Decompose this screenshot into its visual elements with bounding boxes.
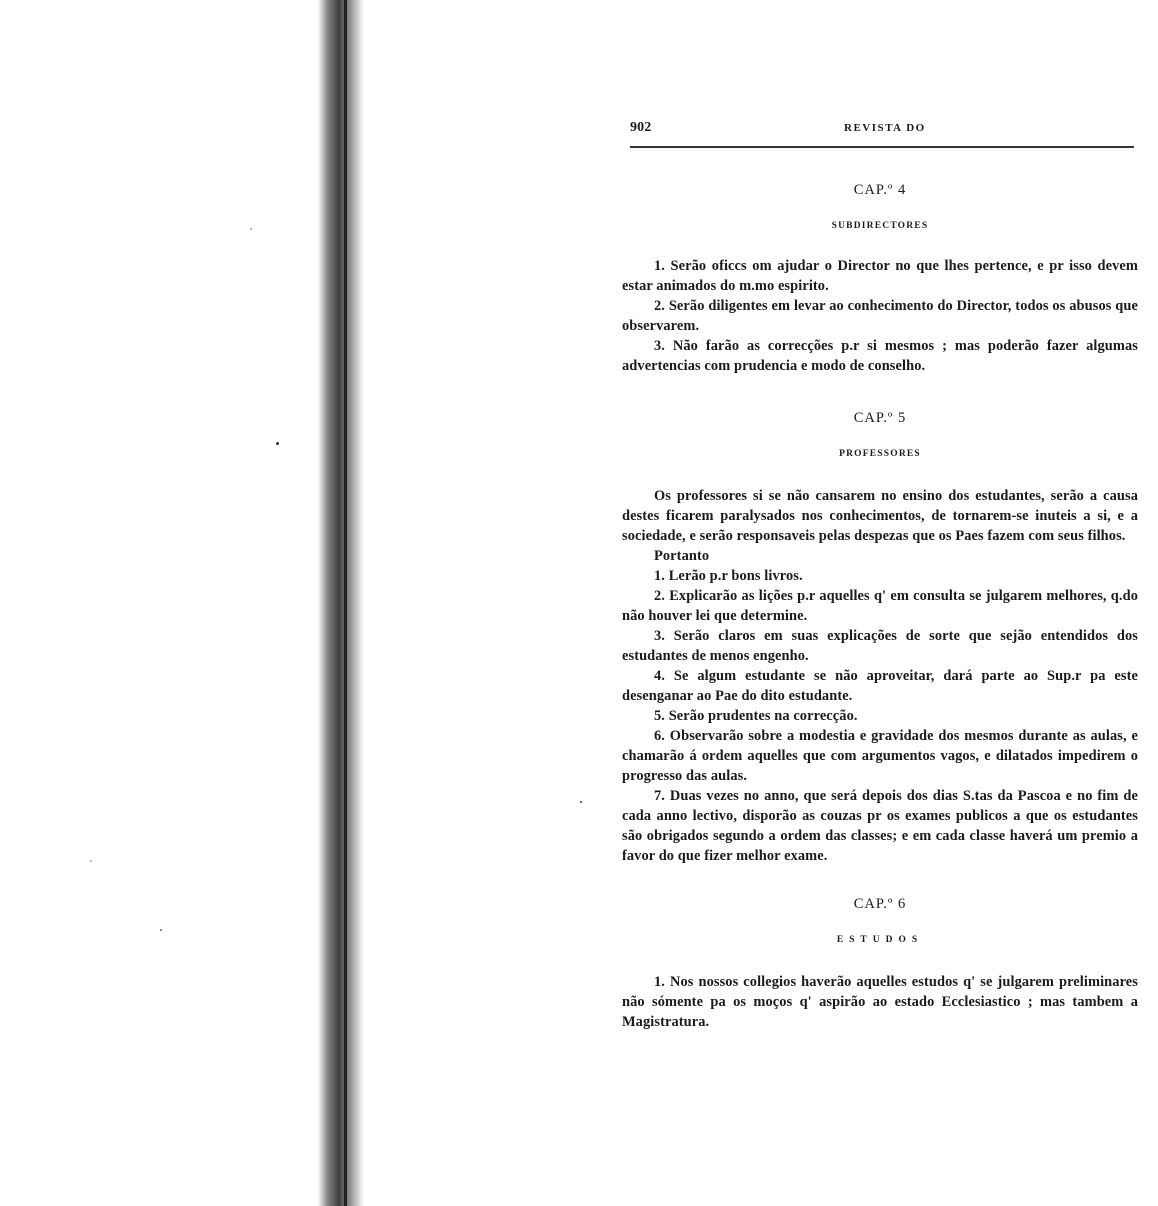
article-paragraph: 3. Não farão as correcções p.r si mesmos ; mas poderão fazer algumas advertencias com prudencia e modo de conselho. (622, 338, 1138, 374)
header-rule (630, 146, 1134, 148)
chapter-body (622, 486, 1138, 866)
book-spine-edge (344, 0, 347, 1206)
scan-speck (90, 860, 92, 862)
chapter-title: SUBDIRECTORES (831, 221, 929, 231)
journal-title: REVISTA DO (844, 122, 926, 134)
article-paragraph: 2. Explicarão as lições p.r aquelles q' em consulta se julgarem melhores, q.do não houver lei que determine. (622, 588, 1138, 624)
chapter-title: ESTUDOS (836, 935, 924, 945)
chapter-6 (622, 894, 1138, 1032)
chapter-title: PROFESSORES (839, 449, 921, 459)
scan-speck (276, 442, 279, 445)
chapter-heading: CAP.º 4 (853, 182, 907, 198)
chapter-heading: CAP.º 5 (853, 410, 907, 426)
lead-word: Portanto (654, 548, 710, 564)
running-header (622, 118, 1138, 142)
article-paragraph: 1. Lerão p.r bons livros. (654, 568, 803, 584)
article-paragraph: 7. Duas vezes no anno, que será depois dos dias S.tas da Pascoa e no fim de cada anno lectivo, disporão as couzas pr os exames publicos a que os estudantes são obrigados segundo a ordem das classes; e em cada classe haverá um premio a favor do que fizer melhor exame. (622, 788, 1138, 864)
scan-speck (250, 228, 252, 230)
book-spine-shadow (318, 0, 364, 1206)
scan-speck (580, 801, 582, 803)
document-page (622, 118, 1138, 1032)
intro-paragraph: Os professores si se não cansarem no ensino dos estudantes, serão a causa destes ficarem paralysados nos conhecimentos, de tornarem-se inuteis a si, e a sociedade, e serão responsaveis pelas despezas que os Paes fazem com seus filhos. (622, 488, 1138, 544)
chapter-5 (622, 408, 1138, 866)
article-paragraph: 3. Serão claros em suas explicações de sorte que sejão entendidos dos estudantes de menos engenho. (622, 628, 1138, 664)
article-paragraph: 2. Serão diligentes em levar ao conhecimento do Director, todos os abusos que observarem. (622, 298, 1138, 334)
page-number: 902 (630, 120, 652, 135)
chapter-body (622, 256, 1138, 376)
article-paragraph: 4. Se algum estudante se não aproveitar, dará parte ao Sup.r pa este desenganar ao Pae do dito estudante. (622, 668, 1138, 704)
chapter-4 (622, 180, 1138, 376)
article-paragraph: 1. Nos nossos collegios haverão aquelles estudos q' se julgarem preliminares não sómente pa os moços q' aspirão ao estado Ecclesiastico ; mas tambem a Magistratura. (622, 974, 1138, 1030)
scan-speck (160, 929, 162, 931)
chapter-body (622, 972, 1138, 1032)
chapter-heading: CAP.º 6 (853, 896, 907, 912)
article-paragraph: 6. Observarão sobre a modestia e gravidade dos mesmos durante as aulas, e chamarão á ordem aquelles que com argumentos vagos, e dilatados impedirem o progresso das aulas. (622, 728, 1138, 784)
article-paragraph: 5. Serão prudentes na correcção. (654, 708, 858, 724)
article-paragraph: 1. Serão oficcs om ajudar o Director no que lhes pertence, e pr isso devem estar animados do m.mo espirito. (622, 258, 1138, 294)
